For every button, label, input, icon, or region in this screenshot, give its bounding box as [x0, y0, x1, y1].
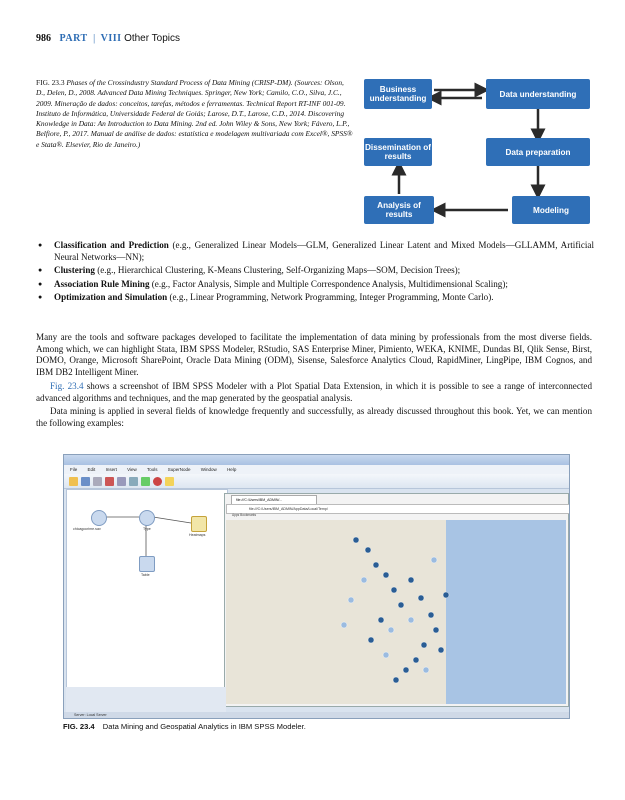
menu-bar: [64, 465, 569, 474]
figure-23-4-caption: [63, 722, 306, 731]
box-business-understanding: Business understanding: [364, 79, 432, 109]
address-bar[interactable]: file:///C:/Users/IBM_ADMIN/AppData/Local/Temp/: [226, 504, 570, 514]
copy-icon[interactable]: [117, 477, 126, 486]
part-number: VIII: [100, 33, 122, 44]
list-term: Clustering: [54, 265, 95, 276]
geospatial-map[interactable]: [226, 520, 566, 704]
cut-icon[interactable]: [105, 477, 114, 486]
box-data-understanding: Data understanding: [486, 79, 590, 109]
table-node-label: Table: [141, 573, 150, 577]
menu-file[interactable]: File: [70, 467, 78, 472]
crisp-dm-diagram: [362, 76, 592, 226]
print-icon[interactable]: [93, 477, 102, 486]
map-markers: [226, 520, 566, 704]
figure-23-3-caption: [36, 78, 353, 150]
list-item: [38, 279, 594, 291]
figure-label: FIG. 23.4: [63, 722, 95, 731]
paste-icon[interactable]: [129, 477, 138, 486]
open-icon[interactable]: [69, 477, 78, 486]
save-icon[interactable]: [81, 477, 90, 486]
list-term: Optimization and Simulation: [54, 292, 168, 303]
figure-label: FIG. 23.3: [36, 78, 65, 87]
source-node-label: chicagocrime.sav: [73, 527, 101, 531]
box-data-preparation: Data preparation: [486, 138, 590, 166]
spss-modeler-screenshot: [63, 454, 570, 719]
paragraph-text: shows a screenshot of IBM SPSS Modeler with a Plot Spatial Data Extension, in which it is possible to see a range of interconnected advanced algorithms and techniques, and the map generated by the geospatial analysis.: [36, 381, 592, 403]
list-text: (e.g., Generalized Linear Models—GLM, Generalized Linear Latent and Mixed Models—GLLAMM, Artificial Neural Networks—NN);: [54, 240, 594, 262]
menu-tools[interactable]: Tools: [146, 467, 158, 472]
window-titlebar: [64, 455, 569, 465]
menu-view[interactable]: View: [127, 467, 137, 472]
box-analysis-of-results: Analysis of results: [364, 196, 434, 224]
lightbulb-icon[interactable]: [165, 477, 174, 486]
heatmaps-node[interactable]: [191, 516, 207, 532]
figure-caption-text: Data Mining and Geospatial Analytics in IBM SPSS Modeler.: [102, 722, 306, 731]
list-term: Association Rule Mining: [54, 278, 150, 289]
menu-edit[interactable]: Edit: [87, 467, 96, 472]
list-text: (e.g., Hierarchical Clustering, K-Means Clustering, Self-Organizing Maps—SOM, Decision Trees);: [94, 265, 461, 276]
figure-link[interactable]: Fig. 23.4: [50, 381, 84, 391]
stop-icon[interactable]: [153, 477, 162, 486]
heatmaps-node-label: Heatmaps: [189, 533, 206, 537]
menu-insert[interactable]: Insert: [105, 467, 117, 472]
paragraph-tools: Many are the tools and software packages developed to facilitate the implementation of data mining by professionals from the most diverse fields. Among which, we can highlight Stata, IBM SPSS Modeler, RStudio, SAS Enterprise Miner, Pimiento, WEKA, KNIME, Dundas BI, Qlik Sense, Birst, DOMO, Orange, Microsoft SharePoint, Oracle Data Mining (ODM), Sisense, Salesforce Analytics Cloud, RapidMiner, LingPipe, IBM Cognos, and IBM DB2 Intelligent Miner.: [36, 332, 592, 377]
menu-window[interactable]: Window: [200, 467, 217, 472]
type-node[interactable]: [139, 510, 155, 526]
running-header: [36, 33, 180, 44]
list-text: (e.g., Factor Analysis, Simple and Multiple Correspondence Analysis, Multidimensional Scaling);: [149, 278, 508, 289]
type-node-label: Type: [143, 527, 151, 531]
run-icon[interactable]: [141, 477, 150, 486]
toolbar: [64, 474, 569, 489]
part-label: PART: [59, 33, 88, 44]
list-term: Classification and Prediction: [54, 240, 169, 250]
stream-canvas[interactable]: [66, 489, 228, 691]
section-title: Other Topics: [124, 33, 181, 44]
browser-window: [224, 493, 569, 707]
browser-tab[interactable]: file:///C:/Users/IBM_ADMIN/...: [231, 495, 317, 504]
page-number: 986: [36, 33, 51, 44]
list-item: [38, 265, 594, 277]
technique-list: [38, 240, 594, 306]
bookmarks-bar: Apps Bookmarks: [232, 513, 257, 517]
menu-supernode[interactable]: SuperNode: [167, 467, 191, 472]
box-dissemination-of-results: Dissemination of results: [364, 138, 432, 166]
status-bar: Server: Local Server: [64, 712, 570, 718]
header-separator: |: [93, 33, 96, 44]
paragraph-applications: Data mining is applied in several fields of knowledge frequently and successfully, as already discussed throughout this book. Yet, we can mention the following examples:: [36, 406, 592, 428]
source-node[interactable]: [91, 510, 107, 526]
list-item: [38, 292, 594, 304]
paragraph-fig-reference: [36, 381, 592, 404]
menu-help[interactable]: Help: [227, 467, 237, 472]
box-modeling: Modeling: [512, 196, 590, 224]
table-node[interactable]: [139, 556, 155, 572]
list-text: (e.g., Linear Programming, Network Programming, Integer Programming, Monte Carlo).: [167, 292, 494, 303]
figure-caption-text: Phases of the Crossindustry Standard Process of Data Mining (CRISP-DM). (Sources: Olson, D., Delen, D., 2008. Advanced Data Mining Techniques. Springer, New York; Camilo, C.O., Silva, J.C., 2009. Mineração de dados: conceitos, tarefas, métodos e ferramentas. Technical Report RT-INF 001-09. Instituto de Informática, Universidade Federal de Goiás; Larose, D.T., Larose, C.D., 2014. Discovering Knowledge in Data: An Introduction to Data Mining. 2nd ed. John Wiley & Sons, New York; Fávero, L.P., Belfiore, P., 2017. Manual de análise de dados: estatística e modelagem multivariada com Excel®, SPSS® e Stata®. Elsevier, Rio de Janeiro.): [36, 78, 353, 149]
list-item: [38, 240, 594, 263]
